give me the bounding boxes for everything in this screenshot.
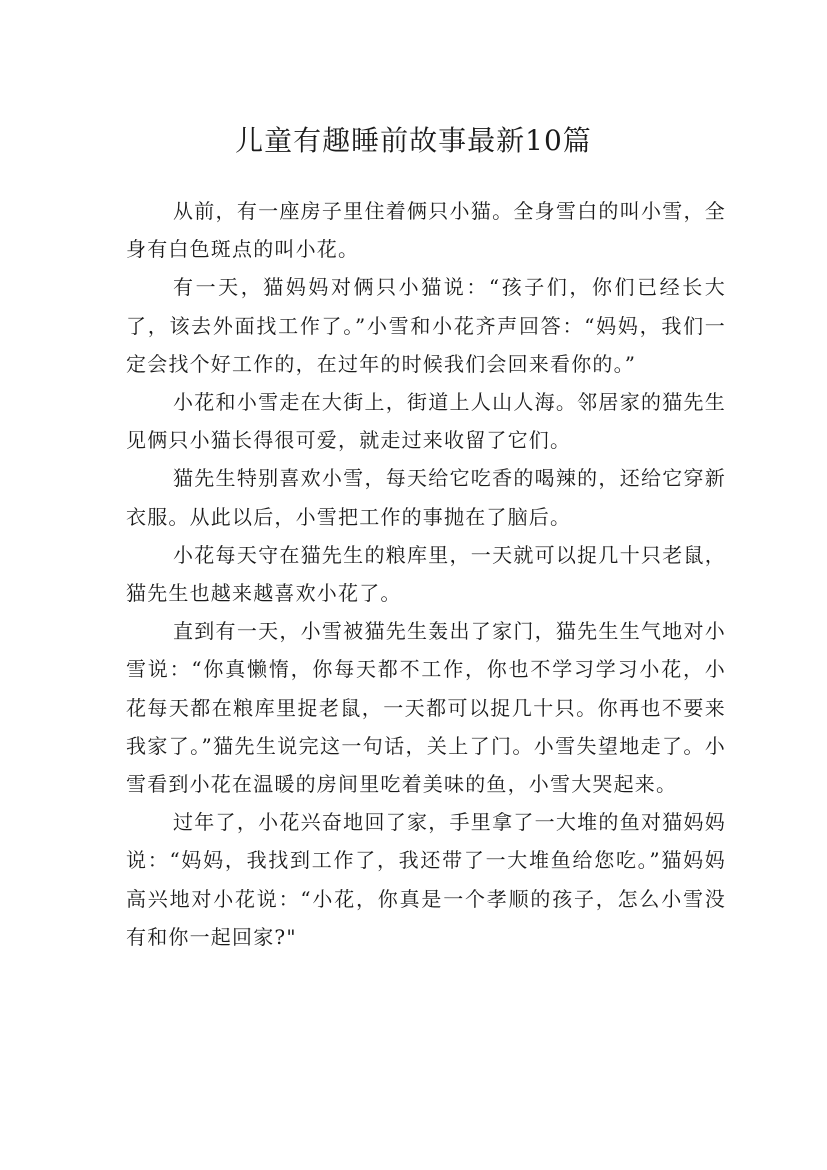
story-body — [126, 192, 726, 956]
story-paragraph-7: 过年了，小花兴奋地回了家，手里拿了一大堆的鱼对猫妈妈说：“妈妈，我找到工作了，我还带了一大堆鱼给您吃。”猫妈妈高兴地对小花说：“小花，你真是一个孝顺的孩子，怎么小雪没有和你一起回家?" — [126, 810, 726, 949]
story-paragraph-1: 从前，有一座房子里住着俩只小猫。全身雪白的叫小雪，全身有白色斑点的叫小花。 — [126, 199, 726, 262]
story-paragraph-5: 小花每天守在猫先生的粮库里，一天就可以捉几十只老鼠，猫先生也越来越喜欢小花了。 — [126, 542, 726, 606]
story-paragraph-3: 小花和小雪走在大街上，街道上人山人海。邻居家的猫先生见俩只小猫长得很可爱，就走过来收留了它们。 — [126, 390, 726, 453]
story-paragraph-6: 直到有一天，小雪被猫先生轰出了家门，猫先生生气地对小雪说：“你真懒惰，你每天都不工作，你也不学习学习小花，小花每天都在粮库里捉老鼠，一天都可以捉几十只。你再也不要来我家了。”猫先生说完这一句话，关上了门。小雪失望地走了。小雪看到小花在温暖的房间里吃着美味的鱼，小雪大哭起来。 — [126, 619, 726, 797]
story-paragraph-2: 有一天，猫妈妈对俩只小猫说：“孩子们，你们已经长大了，该去外面找工作了。”小雪和小花齐声回答：“妈妈，我们一定会找个好工作的，在过年的时候我们会回来看你的。” — [126, 275, 726, 376]
story-paragraph-4: 猫先生特别喜欢小雪，每天给它吃香的喝辣的，还给它穿新衣服。从此以后，小雪把工作的事抛在了脑后。 — [126, 466, 726, 529]
document-title: 儿童有趣睡前故事最新10篇 — [235, 123, 592, 157]
